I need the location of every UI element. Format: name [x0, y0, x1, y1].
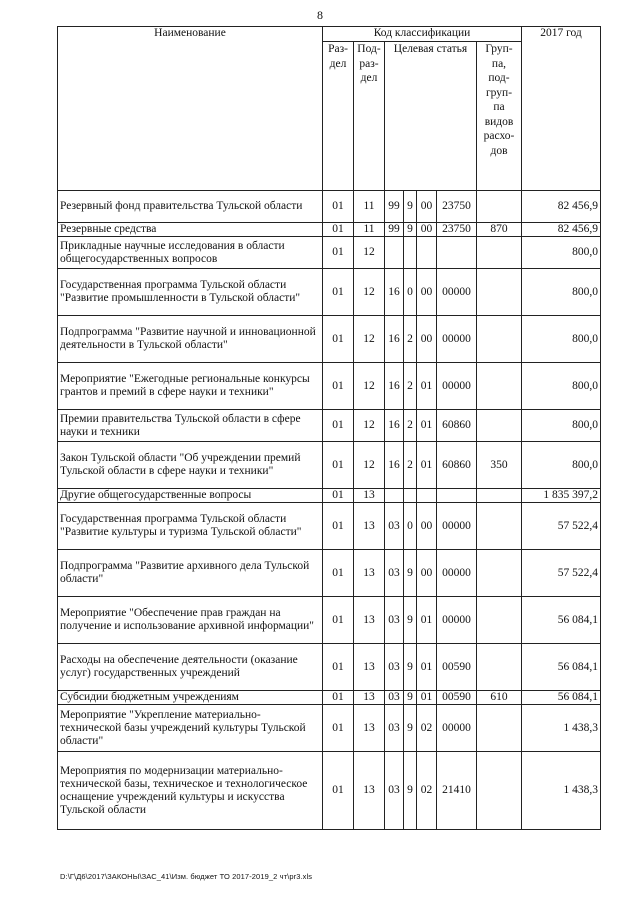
header-target: Целевая статья	[385, 42, 477, 191]
target-program-cell: 16	[385, 410, 404, 442]
target-subprogram-cell: 9	[404, 191, 417, 223]
target-direction-cell: 60860	[437, 410, 477, 442]
target-program-cell	[385, 237, 404, 269]
row-name: Мероприятие "Ежегодные региональные конкурсы грантов и премий в сфере науки и техники"	[58, 363, 323, 410]
target-subprogram-cell: 2	[404, 363, 417, 410]
row-name: Закон Тульской области "Об учреждении премий Тульской области в сфере науки и техники"	[58, 442, 323, 489]
expense-group-cell	[477, 503, 522, 550]
razdel-cell: 01	[323, 316, 354, 363]
table-row	[58, 442, 601, 489]
table-row	[58, 489, 601, 503]
row-name: Расходы на обеспечение деятельности (оказание услуг) государственных учреждений	[58, 644, 323, 691]
expense-group-cell	[477, 237, 522, 269]
target-event-cell: 01	[417, 363, 437, 410]
target-subprogram-cell	[404, 489, 417, 503]
target-event-cell: 00	[417, 550, 437, 597]
target-event-cell: 00	[417, 223, 437, 237]
target-subprogram-cell: 9	[404, 644, 417, 691]
podrazdel-cell: 13	[354, 597, 385, 644]
podrazdel-cell: 12	[354, 363, 385, 410]
row-name: Мероприятие "Укрепление материально-технической базы учреждений культуры Тульской области"	[58, 705, 323, 752]
target-direction-cell: 00000	[437, 597, 477, 644]
target-subprogram-cell: 9	[404, 705, 417, 752]
target-subprogram-cell: 2	[404, 410, 417, 442]
row-name: Подпрограмма "Развитие научной и инновационной деятельности в Тульской области"	[58, 316, 323, 363]
row-name: Мероприятия по модернизации материально-технической базы, техническое и технологическое оснащение учреждений культуры и искусства Тульской области	[58, 752, 323, 830]
target-event-cell: 01	[417, 597, 437, 644]
razdel-cell: 01	[323, 269, 354, 316]
amount-cell: 800,0	[522, 363, 601, 410]
razdel-cell: 01	[323, 597, 354, 644]
target-direction-cell	[437, 489, 477, 503]
podrazdel-cell: 13	[354, 691, 385, 705]
target-direction-cell: 00000	[437, 705, 477, 752]
target-direction-cell	[437, 237, 477, 269]
podrazdel-cell: 12	[354, 269, 385, 316]
target-direction-cell: 00590	[437, 644, 477, 691]
target-direction-cell: 00000	[437, 363, 477, 410]
amount-cell: 57 522,4	[522, 503, 601, 550]
header-group: Груп- па, под- груп- па видов расхо- дов	[477, 42, 522, 191]
podrazdel-cell: 13	[354, 550, 385, 597]
target-direction-cell: 00590	[437, 691, 477, 705]
target-event-cell	[417, 237, 437, 269]
expense-group-cell	[477, 752, 522, 830]
amount-cell: 800,0	[522, 237, 601, 269]
razdel-cell: 01	[323, 489, 354, 503]
target-event-cell	[417, 489, 437, 503]
expense-group-cell	[477, 644, 522, 691]
target-event-cell: 01	[417, 644, 437, 691]
amount-cell: 800,0	[522, 269, 601, 316]
target-event-cell: 01	[417, 691, 437, 705]
target-subprogram-cell	[404, 237, 417, 269]
podrazdel-cell: 13	[354, 752, 385, 830]
target-program-cell: 16	[385, 363, 404, 410]
target-direction-cell: 60860	[437, 442, 477, 489]
podrazdel-cell: 13	[354, 489, 385, 503]
row-name: Другие общегосударственные вопросы	[58, 489, 323, 503]
razdel-cell: 01	[323, 191, 354, 223]
table-row	[58, 191, 601, 223]
target-program-cell: 03	[385, 705, 404, 752]
row-name: Прикладные научные исследования в области общегосударственных вопросов	[58, 237, 323, 269]
razdel-cell: 01	[323, 644, 354, 691]
target-program-cell: 03	[385, 752, 404, 830]
target-subprogram-cell: 0	[404, 503, 417, 550]
razdel-cell: 01	[323, 705, 354, 752]
amount-cell: 56 084,1	[522, 644, 601, 691]
table-row	[58, 269, 601, 316]
podrazdel-cell: 12	[354, 410, 385, 442]
target-program-cell: 03	[385, 644, 404, 691]
amount-cell: 56 084,1	[522, 691, 601, 705]
podrazdel-cell: 11	[354, 191, 385, 223]
amount-cell: 800,0	[522, 410, 601, 442]
amount-cell: 1 438,3	[522, 705, 601, 752]
target-program-cell: 03	[385, 691, 404, 705]
expense-group-cell: 350	[477, 442, 522, 489]
podrazdel-cell: 12	[354, 237, 385, 269]
table-row	[58, 691, 601, 705]
amount-cell: 800,0	[522, 316, 601, 363]
amount-cell: 82 456,9	[522, 191, 601, 223]
target-direction-cell: 00000	[437, 269, 477, 316]
target-event-cell: 02	[417, 705, 437, 752]
target-program-cell: 03	[385, 550, 404, 597]
target-direction-cell: 23750	[437, 223, 477, 237]
row-name: Резервный фонд правительства Тульской области	[58, 191, 323, 223]
razdel-cell: 01	[323, 410, 354, 442]
row-name: Мероприятие "Обеспечение прав граждан на получение и использование архивной информации"	[58, 597, 323, 644]
target-subprogram-cell: 2	[404, 316, 417, 363]
amount-cell: 1 438,3	[522, 752, 601, 830]
amount-cell: 800,0	[522, 442, 601, 489]
razdel-cell: 01	[323, 691, 354, 705]
podrazdel-cell: 13	[354, 705, 385, 752]
podrazdel-cell: 13	[354, 644, 385, 691]
row-name: Подпрограмма "Развитие архивного дела Тульской области"	[58, 550, 323, 597]
target-subprogram-cell: 2	[404, 442, 417, 489]
expense-group-cell	[477, 363, 522, 410]
target-subprogram-cell: 9	[404, 691, 417, 705]
target-event-cell: 00	[417, 316, 437, 363]
table-row	[58, 410, 601, 442]
row-name: Государственная программа Тульской области "Развитие культуры и туризма Тульской области"	[58, 503, 323, 550]
target-program-cell	[385, 489, 404, 503]
podrazdel-cell: 11	[354, 223, 385, 237]
podrazdel-cell: 12	[354, 442, 385, 489]
amount-cell: 56 084,1	[522, 597, 601, 644]
target-event-cell: 02	[417, 752, 437, 830]
row-name: Премии правительства Тульской области в сфере науки и техники	[58, 410, 323, 442]
target-subprogram-cell: 9	[404, 597, 417, 644]
razdel-cell: 01	[323, 550, 354, 597]
target-subprogram-cell: 9	[404, 223, 417, 237]
table-row	[58, 503, 601, 550]
table-row	[58, 223, 601, 237]
razdel-cell: 01	[323, 442, 354, 489]
target-direction-cell: 23750	[437, 191, 477, 223]
amount-cell: 57 522,4	[522, 550, 601, 597]
table-row	[58, 363, 601, 410]
table-row	[58, 316, 601, 363]
expense-group-cell	[477, 597, 522, 644]
page-number: 8	[317, 8, 323, 22]
target-subprogram-cell: 0	[404, 269, 417, 316]
header-name: Наименование	[58, 27, 323, 191]
razdel-cell: 01	[323, 223, 354, 237]
table-body	[58, 191, 601, 830]
table-row	[58, 644, 601, 691]
expense-group-cell	[477, 316, 522, 363]
target-program-cell: 03	[385, 597, 404, 644]
target-event-cell: 00	[417, 269, 437, 316]
header-podrazdel: Под- раз- дел	[354, 42, 385, 191]
razdel-cell: 01	[323, 503, 354, 550]
podrazdel-cell: 12	[354, 316, 385, 363]
header-code: Код классификации	[323, 27, 522, 42]
table-row	[58, 752, 601, 830]
expense-group-cell: 610	[477, 691, 522, 705]
target-event-cell: 01	[417, 410, 437, 442]
row-name: Государственная программа Тульской области "Развитие промышленности в Тульской области"	[58, 269, 323, 316]
target-program-cell: 16	[385, 316, 404, 363]
header-razdel: Раз- дел	[323, 42, 354, 191]
row-name: Резервные средства	[58, 223, 323, 237]
razdel-cell: 01	[323, 363, 354, 410]
podrazdel-cell: 13	[354, 503, 385, 550]
target-direction-cell: 00000	[437, 316, 477, 363]
header-year: 2017 год	[522, 27, 601, 191]
table-row	[58, 597, 601, 644]
amount-cell: 82 456,9	[522, 223, 601, 237]
row-name: Субсидии бюджетным учреждениям	[58, 691, 323, 705]
target-direction-cell: 21410	[437, 752, 477, 830]
target-subprogram-cell: 9	[404, 752, 417, 830]
table-row	[58, 705, 601, 752]
expense-group-cell	[477, 269, 522, 316]
target-direction-cell: 00000	[437, 503, 477, 550]
target-direction-cell: 00000	[437, 550, 477, 597]
expense-group-cell	[477, 191, 522, 223]
target-program-cell: 16	[385, 269, 404, 316]
razdel-cell: 01	[323, 237, 354, 269]
expense-group-cell	[477, 550, 522, 597]
target-event-cell: 01	[417, 442, 437, 489]
target-event-cell: 00	[417, 503, 437, 550]
expense-group-cell	[477, 705, 522, 752]
target-program-cell: 16	[385, 442, 404, 489]
table-row	[58, 550, 601, 597]
amount-cell: 1 835 397,2	[522, 489, 601, 503]
budget-table	[57, 26, 601, 830]
target-program-cell: 03	[385, 503, 404, 550]
file-path-footer: D:\Г\Д6\2017\ЗАКОНЫ\ЗАС_41\Изм. бюджет ТО 2017-2019_2 чт\pr3.xls	[60, 872, 313, 881]
target-event-cell: 00	[417, 191, 437, 223]
target-subprogram-cell: 9	[404, 550, 417, 597]
table-row	[58, 237, 601, 269]
target-program-cell: 99	[385, 191, 404, 223]
expense-group-cell	[477, 489, 522, 503]
expense-group-cell: 870	[477, 223, 522, 237]
razdel-cell: 01	[323, 752, 354, 830]
target-program-cell: 99	[385, 223, 404, 237]
expense-group-cell	[477, 410, 522, 442]
